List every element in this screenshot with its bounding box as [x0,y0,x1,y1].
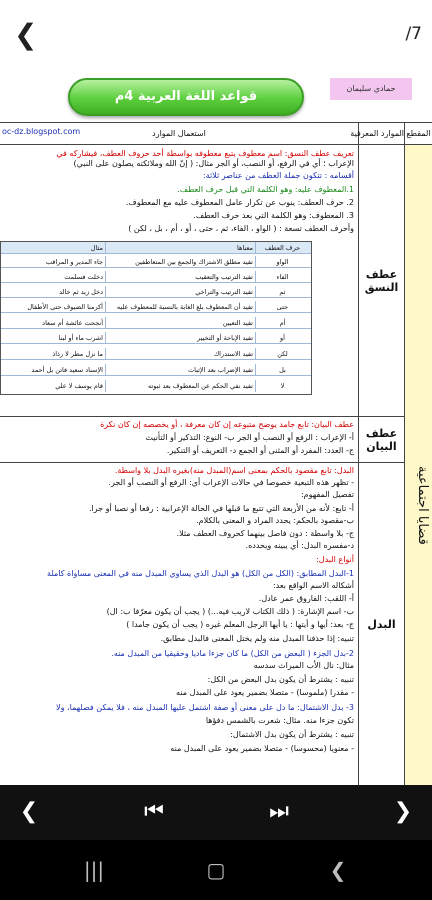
text-line: أ- اللقب: الفاروق عمر عادل. [258,594,354,603]
document-title: قواعد اللغة العربية 4م [68,78,304,116]
text-line: ج- بلا واسطة : دون فاصل بينهما كحروف العطف مثلا. [176,529,354,538]
text-line: - معنويا (محسوسا) - متصلا بضمير يعود على المبدل منه [170,744,354,753]
table-cell: جاء المدير و المراقب [45,258,103,266]
header-content: استعمال الموارد [152,129,206,138]
text-line: أ- تابع: لأنه من الأربعة التي تتبع ما قبلها في الحالة الإعرابية : رفعا أو نصبا أو جرا. [88,504,354,513]
previous-page-button[interactable] [12,795,46,829]
table-cell: الإسناد سعيد فاتن بل أحمد [31,366,103,374]
system-back-icon: ❮ [329,858,347,882]
table-row [1,317,311,329]
chevron-left-icon: ❮ [19,799,39,824]
table-cell: تفيد التعيين [105,317,255,329]
chevron-right-icon: ❯ [393,799,413,824]
text-line: أقسامه : تتكون جملة العطف من عناصر ثلاثة: [202,171,354,180]
topic-badal: البدل [358,463,404,786]
table-cell: الواو [255,256,311,268]
text-line: تنبيه : يشترط أن يكون بدل البعض من الكل: [207,675,354,684]
table-cell: تفيد نفي الحكم عن المعطوف بعد ثبوته [105,380,255,392]
topic-atf-bayan: عطف البيان [358,417,404,463]
table-row [1,332,311,344]
system-back-button[interactable] [318,854,358,886]
text-line: ب-مقصود بالحكم: يحدد المراد و المعنى بالكلام. [196,516,354,525]
table-cell: تفيد الترتيب والتعقيب [105,271,255,283]
blog-link[interactable]: oc-dz.blogspot.com [2,127,81,136]
text-line: عطف البيان: تابع جامد يوضح متبوعه إن كان معرفة ، أو يخصصه إن كان نكرة [100,420,354,429]
recents-icon: ||| [83,858,105,882]
table-cell: تفيد الاستدراك [105,348,255,360]
table-cell: الفاء [255,271,311,283]
content-atf-nasaq [0,145,358,417]
text-line: 3. المعطوف: وهو الكلمة التي بعد حرف العطف. [193,211,354,220]
header-topic: الموارد المعرفية [358,123,404,145]
top-bar [0,0,432,70]
text-line: ج- العدد: المفرد أو المثنى أو الجمع د- التعريف أو التنكير. [166,446,354,455]
text-line: وأحرف العطف تسعة : ( الواو ، الفاء، ثم ، حتى ، أو ، أم ، بل ، لكن ) [128,224,354,233]
table-cell: تفيد مطلق الاشتراك والجمع بين المتعاطفين [105,256,255,268]
table-row [1,301,311,313]
table-cell: تفيد الإباحة أو التخيير [105,332,255,344]
text-line: 1.المعطوف عليه: وهو الكلمة التي قبل حرف العطف. [177,185,354,194]
table-cell: تفيد الإضراب بعد الإثبات [105,364,255,376]
text-line: أنواع البدل: [316,555,354,564]
text-line: ج- بعد: أيها و أيتها : يا أيها الرجل المعلم غيره ( يجب أن يكون جامدا ) [126,620,354,629]
back-button[interactable] [14,18,44,52]
topic-atf-nasaq: عطف النسق [358,145,404,417]
chevron-left-icon: ❮ [14,18,38,51]
table-cell: تفيد أن المعطوف بلغ الغاية بالنسبة للمعطوف عليه [105,301,255,313]
table-row [1,286,311,298]
table-cell: أكرمنا الضيوف حتى الأطفال [27,303,103,311]
sub-table-header-cell: معناها [105,242,255,254]
content-atf-bayan [0,417,358,463]
text-line: تكون جزءا منه. مثال: شعرت بالشمس دفؤها [205,716,354,725]
text-line: 1-البدل المطابق: (الكل من الكل) هو البدل الذي يساوي المبدل منه في المعنى مساواة كاملة [47,569,354,578]
table-cell: دخل زيد ثم خالد [59,288,103,296]
text-line: - تظهر هذه التبعية خصوصا في حالات الإعراب أي: الرفع أو النصب أو الجر. [108,478,354,487]
text-line: تفصيل المفهوم: [300,490,354,499]
text-line: 2. حرف العطف: ينوب عن تكرار عامل المعطوف عليه مع المعطوف. [125,198,354,207]
text-line: 2-بدل الجزء ( البعض من الكل) ما كان جزءا ماديا وحقيقيا من المبدل منه. [111,649,354,658]
table-cell: اشرب ماء أو لبنا [58,334,103,342]
content-badal [0,463,358,786]
home-icon: ▢ [206,858,226,882]
table-cell: تفيد الترتيب والتراخي [105,286,255,298]
axis-column [404,145,432,786]
table-row [1,256,311,268]
page-indicator: /7 [405,24,422,44]
text-line: ب- اسم الإشارة: ( ذلك الكتاب لاريب فيه...) ( يجب أن يكون معرّفا ب: ال) [106,607,354,616]
home-button[interactable] [196,854,236,886]
table-cell: بل [255,364,311,376]
next-page-button[interactable] [386,795,420,829]
conjunctions-table [0,241,312,395]
table-cell: أو [255,332,311,344]
table-row [1,364,311,376]
table-cell: أم [255,317,311,329]
table-cell: ما نزل مطر لا رذاذ [52,350,103,358]
axis-label: قضايا اجتماعية [415,465,430,545]
text-line: الإعراب ؛ أي في الرفع، أو النصب، أو الجر مثال: ( إنّ الله وملائكته يصلون على النبي) [73,159,354,168]
text-line: تنبيه : يشترط أن يكون بدل الاشتمال: [230,730,354,739]
document-page[interactable] [0,70,432,785]
first-page-button[interactable] [137,795,171,829]
text-line: - مقدرا (ملموسا) - متصلا بضمير يعود على المبدل منه [176,688,354,697]
last-page-button[interactable] [262,795,296,829]
table-cell: قام يوسف لا علي [55,382,103,390]
text-line: أ- الإعراب : الرفع أو النصب أو الجر ب- النوع: التذكير أو التأنيث [145,433,354,442]
sub-table-header [1,242,311,254]
table-cell: أنجحت عائشة أم سعاد [42,319,103,327]
table-cell: دخلت فسلمت [64,273,103,281]
skip-first-icon: ⏮ [144,799,164,824]
table-row [1,271,311,283]
header-axis: المقطع [404,123,432,145]
text-line: 3- بدل الاشتمال: ما دل على معنى أو صفة اشتمل عليها المبدل منه ، فلا يمكن فصلهما، ولا [56,703,354,712]
table-cell: لكن [255,348,311,360]
skip-last-icon: ⏭ [269,799,289,824]
text-line: تعريف عطف النسق: اسم معطوف يتبع معطوفه بواسطة أحد حروف العطف، فيشاركه في [56,149,354,158]
table-row [1,348,311,360]
table-cell: ثم [255,286,311,298]
grammar-table [0,122,432,785]
text-line: مثال: نال الأب الميراث سدسه [253,661,354,670]
sub-table-header-cell: حرف العطف [255,242,311,254]
table-row [1,380,311,392]
sub-table-header-cell: مثال [90,244,103,252]
text-line: أشكاله الاسم الواقع بعد: [272,581,354,590]
table-cell: حتى [255,301,311,313]
text-line: تنبيه: إذا حذفنا المبدل منه ولم يختل المعنى فالبدل مطابق. [160,634,354,643]
viewer-navigation-bar [0,785,432,840]
text-line: البدل: تابع مقصود بالحكم بمعنى اسم(المبدل منه)بغيره البدل بلا واسطة. [114,466,354,475]
table-cell: لا [255,380,311,392]
author-badge: حمادي سليمان [330,78,412,100]
text-line: د-مفسره البدل: أي يبينه ويحدده. [245,541,354,550]
system-navigation-bar [0,840,432,900]
recents-button[interactable] [74,854,114,886]
